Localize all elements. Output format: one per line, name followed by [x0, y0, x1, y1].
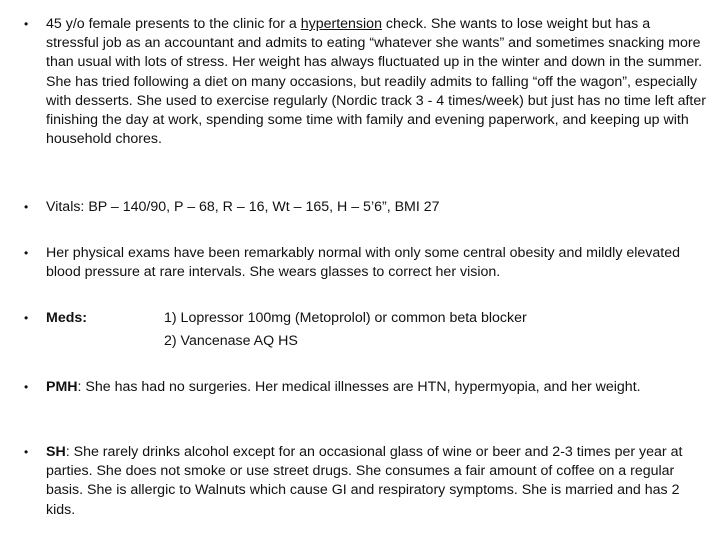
- sh-text: [46, 443, 706, 520]
- med-item-2: 2) Vancenase AQ HS: [164, 333, 298, 349]
- hypertension-link[interactable]: hypertension: [300, 16, 382, 32]
- hpi-text: [46, 15, 706, 149]
- bullet-icon: •: [24, 380, 29, 394]
- pmh-text: [46, 378, 706, 397]
- bullet-icon: •: [24, 445, 29, 459]
- sh-label: SH: [46, 444, 66, 460]
- hpi-suffix: check. She wants to lose weight but has a stressful job as an accountant and admits to eating “whatever she wants” and sometimes snacking more than usual with lots of stress. Her weight has always fluctuated up in the winter and down in the summer. She has tried following a diet on many occasions, but readily admits to falling “off the wagon”, especially with desserts. She used to exercise regularly (Nordic track 3 - 4 times/week) but just has no time left after finishing the day at work, spending some time with family and evening paperwork, and keeping up with household chores.: [46, 16, 706, 148]
- bullet-icon: •: [24, 17, 29, 31]
- sh-body: : She rarely drinks alcohol except for an occasional glass of wine or beer and 2-3 times per year at parties. She does not smoke or use street drugs. She consumes a fair amount of coffee on a regular basis. She is allergic to Walnuts which cause GI and respiratory symptoms. She is married and has 2 kids.: [46, 444, 683, 518]
- bullet-icon: •: [24, 246, 29, 260]
- bullet-icon: •: [24, 311, 29, 325]
- bullet-icon: •: [24, 200, 29, 214]
- pmh-label: PMH: [46, 379, 78, 395]
- meds-label: Meds:: [46, 310, 87, 326]
- med-item-1: 1) Lopressor 100mg (Metoprolol) or common beta blocker: [164, 310, 527, 326]
- vitals-text: Vitals: BP – 140/90, P – 68, R – 16, Wt – 165, H – 5’6”, BMI 27: [46, 199, 440, 215]
- pmh-body: : She has had no surgeries. Her medical illnesses are HTN, hypermyopia, and her weight.: [77, 379, 641, 395]
- hpi-prefix: 45 y/o female presents to the clinic for a: [46, 16, 301, 32]
- exam-text: Her physical exams have been remarkably normal with only some central obesity and mildly elevated blood pressure at rare intervals. She wears glasses to correct her vision.: [46, 245, 681, 281]
